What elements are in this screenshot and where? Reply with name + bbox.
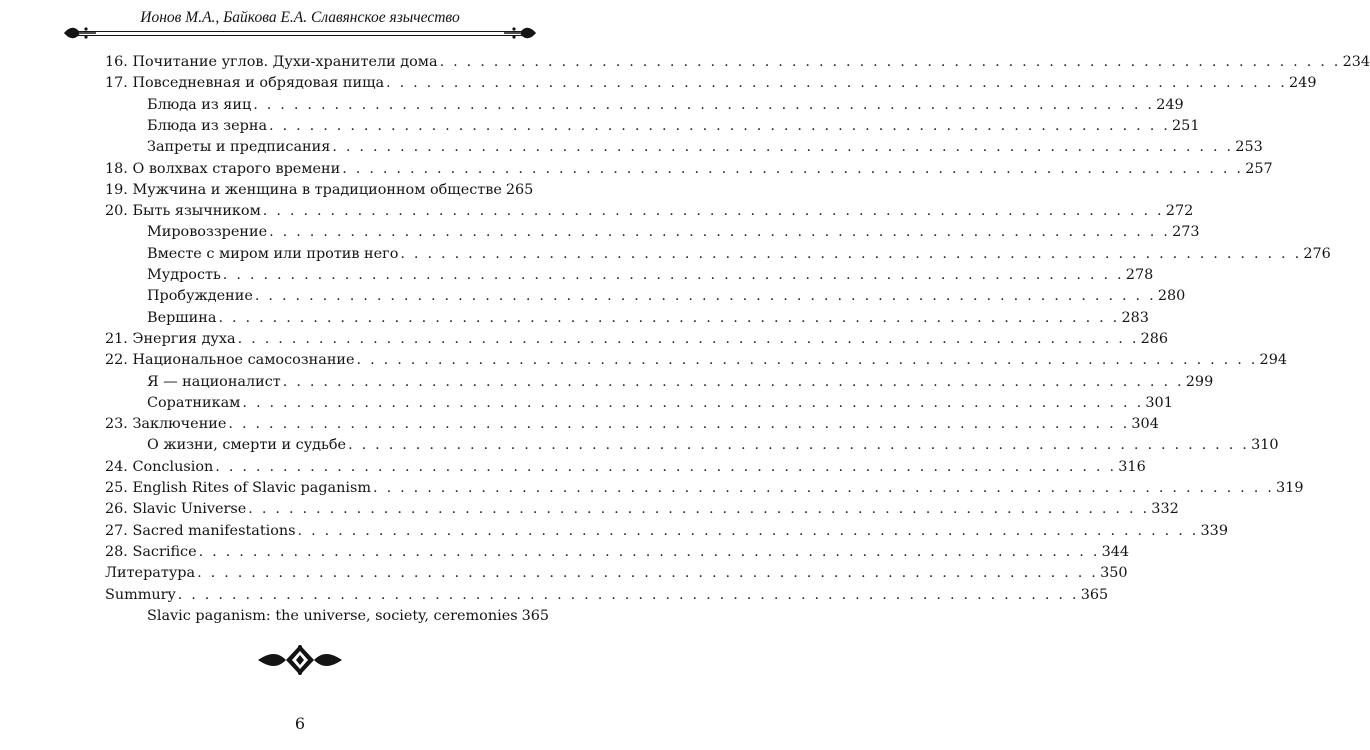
toc-entry-title: Блюда из зерна: [147, 117, 268, 134]
toc-entry-page: 350: [1100, 565, 1128, 582]
toc-leader-dots: . . . . . . . . . . . . . . . . . . . . . . . . . . . . . . . . . . . . . . . . . . . . . . . . . . . . . . . . . . . . . . . . . . .: [254, 288, 1156, 305]
toc-entry-title: 24. Conclusion: [105, 458, 214, 475]
toc-entry-page: 304: [1131, 416, 1159, 433]
toc-entry: [105, 50, 1370, 71]
toc-entry-title: 17. Повседневная и обрядовая пища: [105, 75, 385, 92]
toc-entry-title: 20. Быть язычником: [105, 203, 261, 220]
toc-entry-title: 18. О волхвах старого времени: [105, 160, 341, 177]
running-header: [0, 0, 600, 40]
header-title: Ионов М.А., Байкова Е.А. Славянское язычество: [140, 9, 460, 26]
toc-leader-dots: . . . . . . . . . . . . . . . . . . . . . . . . . . . . . . . . . . . . . . . . . . . . . . . . . . . . . . . . . . . . . . . . . . .: [373, 480, 1275, 496]
toc-entry-title: Мировоззрение: [147, 224, 268, 241]
header-ornament-right-icon: [504, 24, 538, 42]
toc-entry-page: 365: [521, 607, 550, 624]
toc-entry-page: 310: [1251, 437, 1279, 454]
toc-entry-page: 276: [1303, 245, 1331, 262]
toc-entry-page: 301: [1145, 394, 1173, 411]
toc-leader-dots: . . . . . . . . . . . . . . . . . . . . . . . . . . . . . . . . . . . . . . . . . . . . . . . . . . . . . . . . . . . . . . . . . . .: [197, 565, 1099, 582]
toc-entry-page: 253: [1235, 139, 1263, 156]
toc-entry-title: 21. Энергия духа: [105, 330, 236, 347]
toc-leader-dots: . . . . . . . . . . . . . . . . . . . . . . . . . . . . . . . . . . . . . . . . . . . . . . . . . . . . . . . . . . . . . . . . . . .: [342, 160, 1244, 177]
toc-entry: [105, 497, 1179, 518]
toc-entry: [147, 114, 1200, 135]
toc-entry: [147, 93, 1184, 114]
toc-entry: [147, 263, 1154, 284]
toc-entry-title: 28. Sacrifice: [105, 543, 197, 560]
toc-entry-page: 339: [1200, 522, 1228, 539]
toc-leader-dots: . . . . . . . . . . . . . . . . . . . . . . . . . . . . . . . . . . . . . . . . . . . . . . . . . . . . . . . . . . . . . . . . . . .: [356, 352, 1258, 369]
toc-entry: [147, 604, 550, 625]
toc-entry-page: 272: [1165, 203, 1194, 220]
toc-entry-title: 26. Slavic Universe: [105, 501, 247, 518]
toc-entry-title: О жизни, смерти и судьбе: [147, 437, 347, 454]
toc-entry-title: 25. English Rites of Slavic paganism: [105, 480, 372, 496]
toc-entry: [147, 391, 1173, 412]
toc-entry-title: Мудрость: [147, 267, 221, 283]
toc-entry: [147, 306, 1149, 327]
toc-leader-dots: . . . . . . . . . . . . . . . . . . . . . . . . . . . . . . . . . . . . . . . . . . . . . . . . . . . . . . . . . . . . . . . . . . .: [262, 203, 1164, 220]
toc-entry-title: Я — националист: [147, 373, 281, 390]
toc-entry-page: 278: [1125, 267, 1154, 283]
toc-leader-dots: . . . . . . . . . . . . . . . . . . . . . . . . . . . . . . . . . . . . . . . . . . . . . . . . . . . . . . . . . . . . . . . . . . .: [198, 543, 1100, 560]
toc-entry-title: Вместе с миром или против него: [147, 245, 399, 262]
decorative-ornament-icon: [256, 643, 344, 677]
toc-entry-page: 251: [1172, 117, 1200, 134]
toc-entry-title: Summury: [105, 586, 176, 603]
toc-entry: [105, 583, 1109, 604]
toc-leader-dots: . . . . . . . . . . . . . . . . . . . . . . . . . . . . . . . . . . . . . . . . . . . . . . . . . . . . . . . . . . . . . . . . . . .: [242, 394, 1144, 411]
toc-entry-title: 19. Мужчина и женщина в традиционном обществе: [105, 181, 502, 198]
toc-entry-title: Литература: [105, 565, 196, 582]
toc-leader-dots: . . . . . . . . . . . . . . . . . . . . . . . . . . . . . . . . . . . . . . . . . . . . . . . . . . . . . . . . . . . . . . . . . . .: [218, 309, 1120, 326]
toc-entry-page: 319: [1276, 480, 1304, 496]
toc-entry-page: 344: [1101, 543, 1130, 560]
toc-leader-dots: . . . . . . . . . . . . . . . . . . . . . . . . . . . . . . . . . . . . . . . . . . . . . . . . . . . . . . . . . . . . . . . . . . .: [297, 522, 1199, 539]
toc-entry-page: 332: [1151, 501, 1179, 518]
toc-leader-dots: . . . . . . . . . . . . . . . . . . . . . . . . . . . . . . . . . . . . . . . . . . . . . . . . . . . . . . . . . . . . . . . . . . .: [400, 245, 1302, 262]
toc-leader-dots: . . . . . . . . . . . . . . . . . . . . . . . . . . . . . . . . . . . . . . . . . . . . . . . . . . . . . . . . . . . . . . . . . . .: [228, 416, 1130, 433]
toc-entry-title: Вершина: [147, 309, 217, 326]
toc-entry-page: 299: [1185, 373, 1214, 390]
toc-entry-page: 257: [1245, 160, 1273, 177]
toc-leader-dots: . . . . . . . . . . . . . . . . . . . . . . . . . . . . . . . . . . . . . . . . . . . . . . . . . . . . . . . . . . . . . . . . . . .: [253, 96, 1155, 113]
toc-leader-dots: . . . . . . . . . . . . . . . . . . . . . . . . . . . . . . . . . . . . . . . . . . . . . . . . . . . . . . . . . . . . . . . . . . .: [386, 75, 1288, 92]
toc-entry: [147, 242, 1331, 263]
toc-entry: [147, 433, 1279, 454]
toc-leader-dots: . . . . . . . . . . . . . . . . . . . . . . . . . . . . . . . . . . . . . . . . . . . . . . . . . . . . . . . . . . . . . . . . . . .: [248, 501, 1150, 518]
toc-entry-page: 249: [1289, 75, 1317, 92]
toc-entry-page: 265: [505, 181, 534, 198]
toc-entry: [147, 220, 1200, 241]
toc-entry-page: 283: [1121, 309, 1149, 326]
toc-entry-title: 22. Национальное самосознание: [105, 352, 355, 369]
toc-entry: [105, 476, 1304, 497]
toc-leader-dots: . . . . . . . . . . . . . . . . . . . . . . . . . . . . . . . . . . . . . . . . . . . . . . . . . . . . . . . . . . . . . . . . . . .: [215, 458, 1117, 475]
toc-leader-dots: . . . . . . . . . . . . . . . . . . . . . . . . . . . . . . . . . . . . . . . . . . . . . . . . . . . . . . . . . . . . . . . . . . .: [439, 54, 1341, 70]
toc-leader-dots: . . . . . . . . . . . . . . . . . . . . . . . . . . . . . . . . . . . . . . . . . . . . . . . . . . . . . . . . . . . . . . . . . . .: [177, 586, 1079, 603]
toc-entry-page: 316: [1118, 458, 1146, 475]
toc-entry-page: 280: [1157, 288, 1186, 305]
toc-entry-title: 16. Почитание углов. Духи-хранители дома: [105, 54, 438, 70]
toc-entry: [105, 348, 1288, 369]
toc-entry-title: Slavic paganism: the universe, society, ceremonies: [147, 607, 518, 624]
toc-entry: [105, 327, 1169, 348]
toc-leader-dots: . . . . . . . . . . . . . . . . . . . . . . . . . . . . . . . . . . . . . . . . . . . . . . . . . . . . . . . . . . . . . . . . . . .: [282, 373, 1184, 390]
toc-entry-page: 286: [1140, 330, 1169, 347]
toc-entry: [105, 561, 1128, 582]
toc-leader-dots: . . . . . . . . . . . . . . . . . . . . . . . . . . . . . . . . . . . . . . . . . . . . . . . . . . . . . . . . . . . . . . . . . . .: [269, 117, 1171, 134]
toc-entry-title: 23. Заключение: [105, 416, 227, 433]
toc-entry-title: 27. Sacred manifestations: [105, 522, 296, 539]
toc-leader-dots: . . . . . . . . . . . . . . . . . . . . . . . . . . . . . . . . . . . . . . . . . . . . . . . . . . . . . . . . . . . . . . . . . . .: [237, 330, 1139, 347]
toc-entry-title: Блюда из яиц: [147, 96, 252, 113]
toc-entry-title: Соратникам: [147, 394, 241, 411]
toc-entry: [105, 519, 1228, 540]
toc-entry: [147, 284, 1186, 305]
toc-leader-dots: . . . . . . . . . . . . . . . . . . . . . . . . . . . . . . . . . . . . . . . . . . . . . . . . . . . . . . . . . . . . . . . . . . .: [222, 267, 1124, 283]
toc-leader-dots: . . . . . . . . . . . . . . . . . . . . . . . . . . . . . . . . . . . . . . . . . . . . . . . . . . . . . . . . . . . . . . . . . . .: [348, 437, 1250, 454]
toc-leader-dots: . . . . . . . . . . . . . . . . . . . . . . . . . . . . . . . . . . . . . . . . . . . . . . . . . . . . . . . . . . . . . . . . . . .: [332, 139, 1234, 156]
toc-entry-title: Запреты и предписания: [147, 139, 331, 156]
toc-entry: [105, 412, 1159, 433]
toc-entry: [105, 540, 1130, 561]
header-rule: [75, 31, 525, 36]
toc-entry: [105, 178, 534, 199]
page-number: 6: [294, 714, 306, 733]
toc-entry: [105, 71, 1317, 92]
toc-leader-dots: . . . . . . . . . . . . . . . . . . . . . . . . . . . . . . . . . . . . . . . . . . . . . . . . . . . . . . . . . . . . . . . . . . .: [269, 224, 1171, 241]
toc-entry-page: 273: [1172, 224, 1200, 241]
toc-entry-page: 294: [1259, 352, 1288, 369]
toc-entry: [105, 157, 1273, 178]
toc-entry: [147, 135, 1263, 156]
toc-entry-page: 249: [1156, 96, 1184, 113]
toc-entry-page: 365: [1080, 586, 1109, 603]
toc-entry: [147, 370, 1214, 391]
toc-entry: [105, 455, 1146, 476]
toc-entry-title: Пробуждение: [147, 288, 253, 305]
toc-entry-page: 234: [1342, 54, 1370, 70]
toc-entry: [105, 199, 1194, 220]
